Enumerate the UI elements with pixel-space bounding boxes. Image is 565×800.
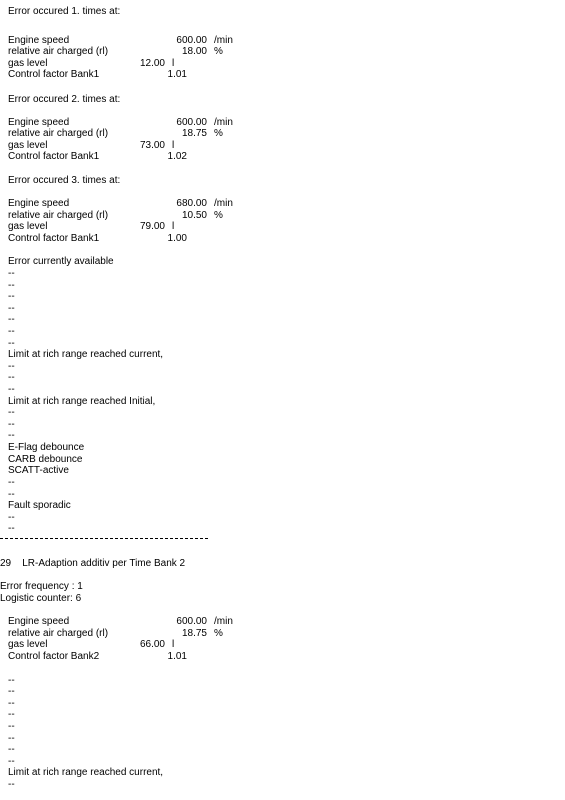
dash-line: -- (8, 407, 15, 418)
b2-value-air-charged: 18.75 (181, 128, 207, 139)
dash-line: -- (8, 384, 15, 395)
s29-unit-gas-level: l (172, 639, 175, 650)
s29-value-gas-level: 66.00 (139, 639, 165, 650)
s29-limit-rich-current: Limit at rich range reached current, (8, 767, 164, 778)
s29-unit-air-charged: % (214, 628, 223, 639)
b1-label-air-charged: relative air charged (rl) (8, 46, 109, 57)
dash-line: -- (8, 733, 15, 744)
block2-heading: Error occured 2. times at: (8, 94, 121, 105)
dash-line: -- (8, 489, 15, 500)
limit-rich-initial: Limit at rich range reached Initial, (8, 396, 156, 407)
dash-line: -- (8, 303, 15, 314)
s29-unit-engine-speed: /min (214, 616, 233, 627)
b2-label-gas-level: gas level (8, 140, 48, 151)
b2-unit-air-charged: % (214, 128, 223, 139)
b3-label-air-charged: relative air charged (rl) (8, 210, 109, 221)
b3-value-engine-speed: 680.00 (176, 198, 207, 209)
dash-line: -- (8, 709, 15, 720)
b2-unit-engine-speed: /min (214, 117, 233, 128)
s29-value-air-charged: 18.75 (181, 628, 207, 639)
block3-heading: Error occured 3. times at: (8, 175, 121, 186)
b3-unit-air-charged: % (214, 210, 223, 221)
dash-line: -- (8, 721, 15, 732)
b2-unit-gas-level: l (172, 140, 175, 151)
b1-value-gas-level: 12.00 (139, 58, 165, 69)
dash-line: -- (8, 326, 15, 337)
b3-label-engine-speed: Engine speed (8, 198, 70, 209)
dash-line: -- (8, 779, 15, 790)
dash-line: -- (8, 291, 15, 302)
b3-value-control-factor: 1.00 (167, 233, 187, 244)
b1-value-air-charged: 18.00 (181, 46, 207, 57)
b3-label-gas-level: gas level (8, 221, 48, 232)
carb-debounce: CARB debounce (8, 454, 83, 465)
dash-line: -- (8, 523, 15, 534)
dash-line: -- (8, 698, 15, 709)
dash-line: -- (8, 756, 15, 767)
logistic-counter: Logistic counter: 6 (0, 593, 82, 604)
dash-line: -- (8, 372, 15, 383)
s29-value-engine-speed: 600.00 (176, 616, 207, 627)
dash-line: -- (8, 675, 15, 686)
limit-rich-current: Limit at rich range reached current, (8, 349, 164, 360)
s29-value-control-factor: 1.01 (167, 651, 187, 662)
b1-value-control-factor: 1.01 (167, 69, 187, 80)
dash-line: -- (8, 430, 15, 441)
section-29-title: 29 LR-Adaption additiv per Time Bank 2 (0, 558, 186, 569)
dash-line: -- (8, 280, 15, 291)
b1-label-control-factor: Control factor Bank1 (8, 69, 100, 80)
dash-line: -- (8, 744, 15, 755)
b1-value-engine-speed: 600.00 (176, 35, 207, 46)
dash-line: -- (8, 361, 15, 372)
b2-label-control-factor: Control factor Bank1 (8, 151, 100, 162)
b1-unit-gas-level: l (172, 58, 175, 69)
b3-unit-gas-level: l (172, 221, 175, 232)
b3-value-gas-level: 79.00 (139, 221, 165, 232)
b1-label-gas-level: gas level (8, 58, 48, 69)
dash-line: -- (8, 686, 15, 697)
b3-label-control-factor: Control factor Bank1 (8, 233, 100, 244)
b2-label-engine-speed: Engine speed (8, 117, 70, 128)
block1-heading: Error occured 1. times at: (8, 6, 121, 17)
scatt-active: SCATT-active (8, 465, 69, 476)
b3-unit-engine-speed: /min (214, 198, 233, 209)
error-currently-available: Error currently available (8, 256, 114, 267)
b1-unit-air-charged: % (214, 46, 223, 57)
dash-line: -- (8, 338, 15, 349)
b3-value-air-charged: 10.50 (181, 210, 207, 221)
dash-line: -- (8, 477, 15, 488)
s29-label-air-charged: relative air charged (rl) (8, 628, 109, 639)
b2-value-gas-level: 73.00 (139, 140, 165, 151)
e-flag-debounce: E-Flag debounce (8, 442, 85, 453)
s29-label-engine-speed: Engine speed (8, 616, 70, 627)
fault-sporadic: Fault sporadic (8, 500, 71, 511)
dash-line: -- (8, 512, 15, 523)
s29-label-gas-level: gas level (8, 639, 48, 650)
error-frequency: Error frequency : 1 (0, 581, 83, 592)
dash-line: -- (8, 419, 15, 430)
s29-label-control-factor: Control factor Bank2 (8, 651, 100, 662)
section-separator (0, 538, 208, 539)
b1-label-engine-speed: Engine speed (8, 35, 70, 46)
dash-line: -- (8, 268, 15, 279)
dash-line: -- (8, 314, 15, 325)
b1-unit-engine-speed: /min (214, 35, 233, 46)
b2-value-control-factor: 1.02 (167, 151, 187, 162)
b2-label-air-charged: relative air charged (rl) (8, 128, 109, 139)
b2-value-engine-speed: 600.00 (176, 117, 207, 128)
